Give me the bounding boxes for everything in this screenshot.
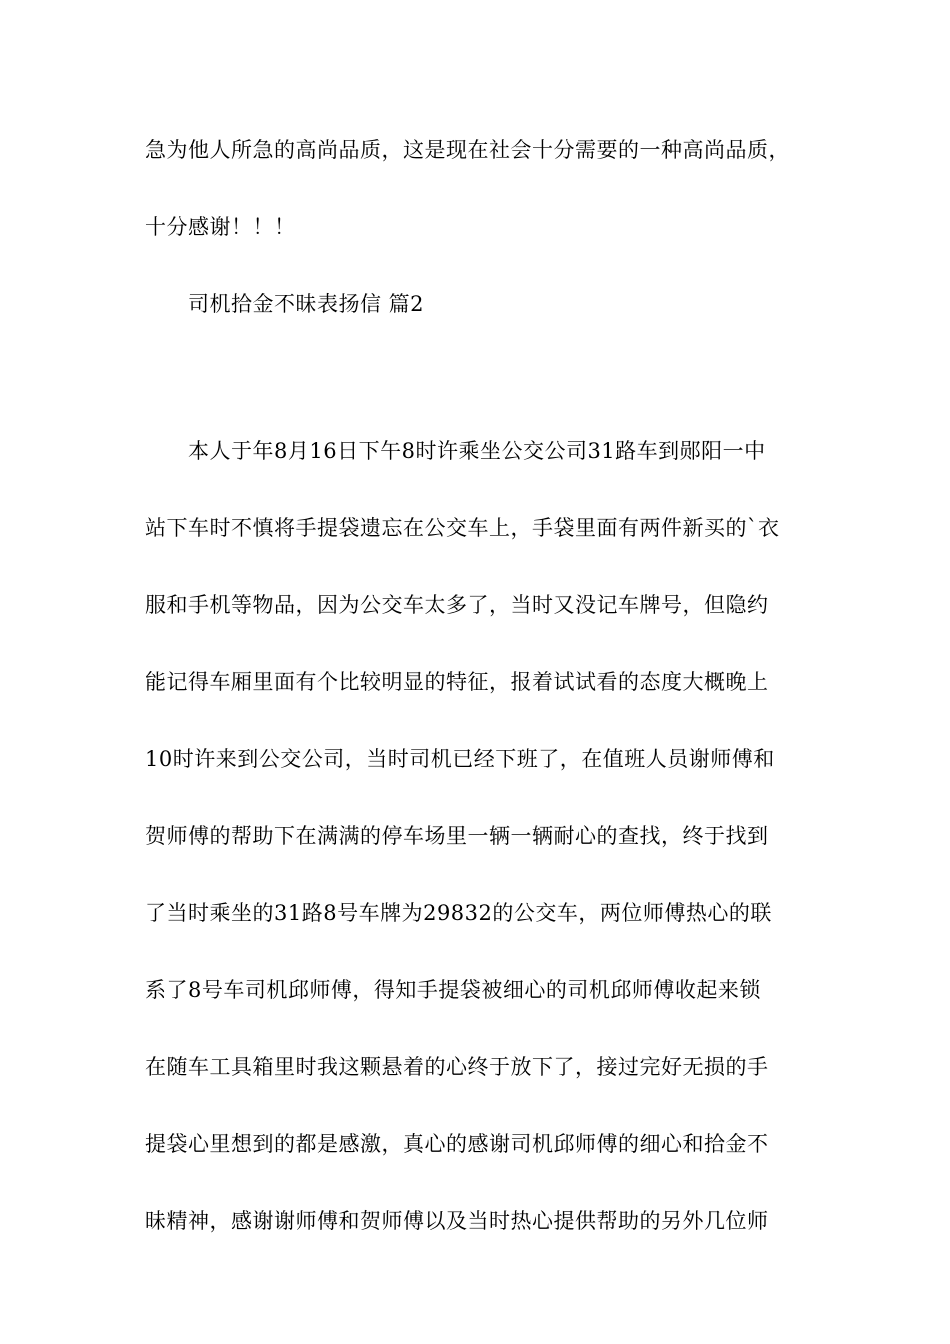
body-line-7: 了当时乘坐的31路8号车牌为29832的公交车，两位师傅热心的联	[145, 901, 772, 925]
body-line-6: 贺师傅的帮助下在满满的停车场里一辆一辆耐心的查找，终于找到	[145, 824, 769, 848]
body-line-2: 站下车时不慎将手提袋遗忘在公交车上，手袋里面有两件新买的`衣	[145, 516, 780, 540]
body-line-11: 昧精神，感谢谢师傅和贺师傅以及当时热心提供帮助的另外几位师	[145, 1209, 769, 1233]
body-line-10: 提袋心里想到的都是感激，真心的感谢司机邱师傅的细心和拾金不	[145, 1132, 769, 1156]
body-line-1: 本人于年8月16日下午8时许乘坐公交公司31路车到郧阳一中	[188, 439, 766, 463]
body-line-8: 系了8号车司机邱师傅，得知手提袋被细心的司机邱师傅收起来锁	[145, 978, 761, 1002]
continuation-line-2: 十分感谢！！！	[145, 215, 296, 239]
continuation-line-1: 急为他人所急的高尚品质，这是现在社会十分需要的一种高尚品质，	[145, 138, 790, 162]
body-line-5: 10时许来到公交公司，当时司机已经下班了，在值班人员谢师傅和	[145, 747, 775, 771]
section-heading: 司机拾金不昧表扬信 篇2	[188, 292, 425, 316]
body-line-4: 能记得车厢里面有个比较明显的特征，报着试试看的态度大概晚上	[145, 670, 769, 694]
body-line-9: 在随车工具箱里时我这颗悬着的心终于放下了，接过完好无损的手	[145, 1055, 769, 1079]
body-line-3: 服和手机等物品，因为公交车太多了，当时又没记车牌号，但隐约	[145, 593, 769, 617]
